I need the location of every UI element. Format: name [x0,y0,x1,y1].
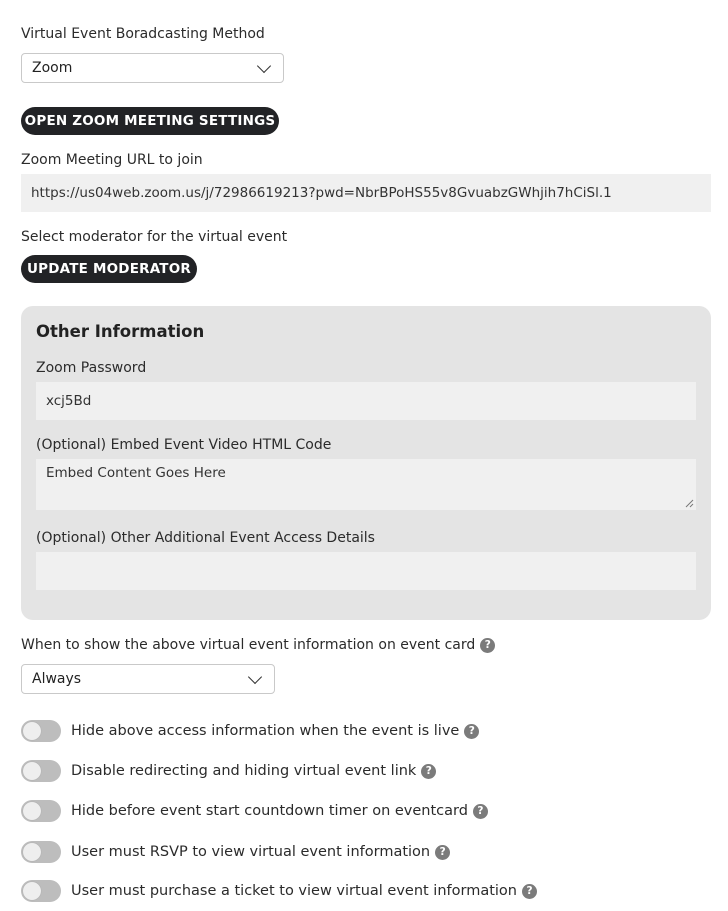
toggle-knob [23,882,41,900]
update-moderator-button[interactable]: UPDATE MODERATOR [21,255,197,283]
show-when-row [21,636,495,654]
access-details-field[interactable] [36,552,696,590]
zoom-url-field[interactable] [21,174,711,212]
broadcast-method-label: Virtual Event Boradcasting Method [21,26,265,42]
toggle-row-must-purchase [21,880,537,902]
embed-code-value: Embed Content Goes Here [46,465,226,481]
hide-countdown-toggle[interactable] [21,800,61,822]
resize-handle-icon[interactable] [685,499,694,508]
toggle-row-must-rsvp [21,841,450,863]
zoom-password-value: xcj5Bd [46,393,92,409]
disable-redirect-toggle[interactable] [21,760,61,782]
moderator-label: Select moderator for the virtual event [21,229,288,245]
help-icon[interactable]: ? [480,638,495,653]
open-zoom-settings-button[interactable]: OPEN ZOOM MEETING SETTINGS [21,107,279,135]
toggle-row-hide-countdown [21,800,488,822]
toggle-row-hide-access [21,720,479,742]
toggle-label: Hide above access information when the event is live [71,723,460,739]
toggle-knob [23,802,41,820]
chevron-down-icon [248,669,262,683]
help-icon[interactable]: ? [522,884,537,899]
embed-code-label: (Optional) Embed Event Video HTML Code [36,437,332,453]
help-icon[interactable]: ? [464,724,479,739]
toggle-label: Hide before event start countdown timer on eventcard [71,803,468,819]
toggle-knob [23,722,41,740]
embed-code-textarea[interactable] [36,459,696,510]
help-icon[interactable]: ? [421,764,436,779]
toggle-label: User must purchase a ticket to view virtual event information [71,883,517,899]
access-details-label: (Optional) Other Additional Event Access Details [36,530,375,546]
toggle-label: User must RSVP to view virtual event information [71,844,431,860]
help-icon[interactable]: ? [435,845,450,860]
toggle-knob [23,762,41,780]
zoom-url-value: https://us04web.zoom.us/j/72986619213?pwd=NbrBPoHS55v8GvuabzGWhjih7hCiSl.1 [31,185,612,201]
show-when-select[interactable] [21,664,275,694]
chevron-down-icon [257,58,271,72]
other-information-title: Other Information [36,322,205,341]
broadcast-method-value: Zoom [32,60,73,76]
zoom-password-field[interactable] [36,382,696,420]
show-when-label: When to show the above virtual event information on event card [21,637,476,653]
must-rsvp-toggle[interactable] [21,841,61,863]
toggle-knob [23,843,41,861]
help-icon[interactable]: ? [473,804,488,819]
zoom-url-label: Zoom Meeting URL to join [21,152,203,168]
show-when-value: Always [32,671,82,687]
zoom-password-label: Zoom Password [36,360,147,376]
toggle-label: Disable redirecting and hiding virtual event link [71,763,417,779]
broadcast-method-select[interactable] [21,53,284,83]
must-purchase-toggle[interactable] [21,880,61,902]
hide-access-toggle[interactable] [21,720,61,742]
toggle-row-disable-redirect [21,760,436,782]
